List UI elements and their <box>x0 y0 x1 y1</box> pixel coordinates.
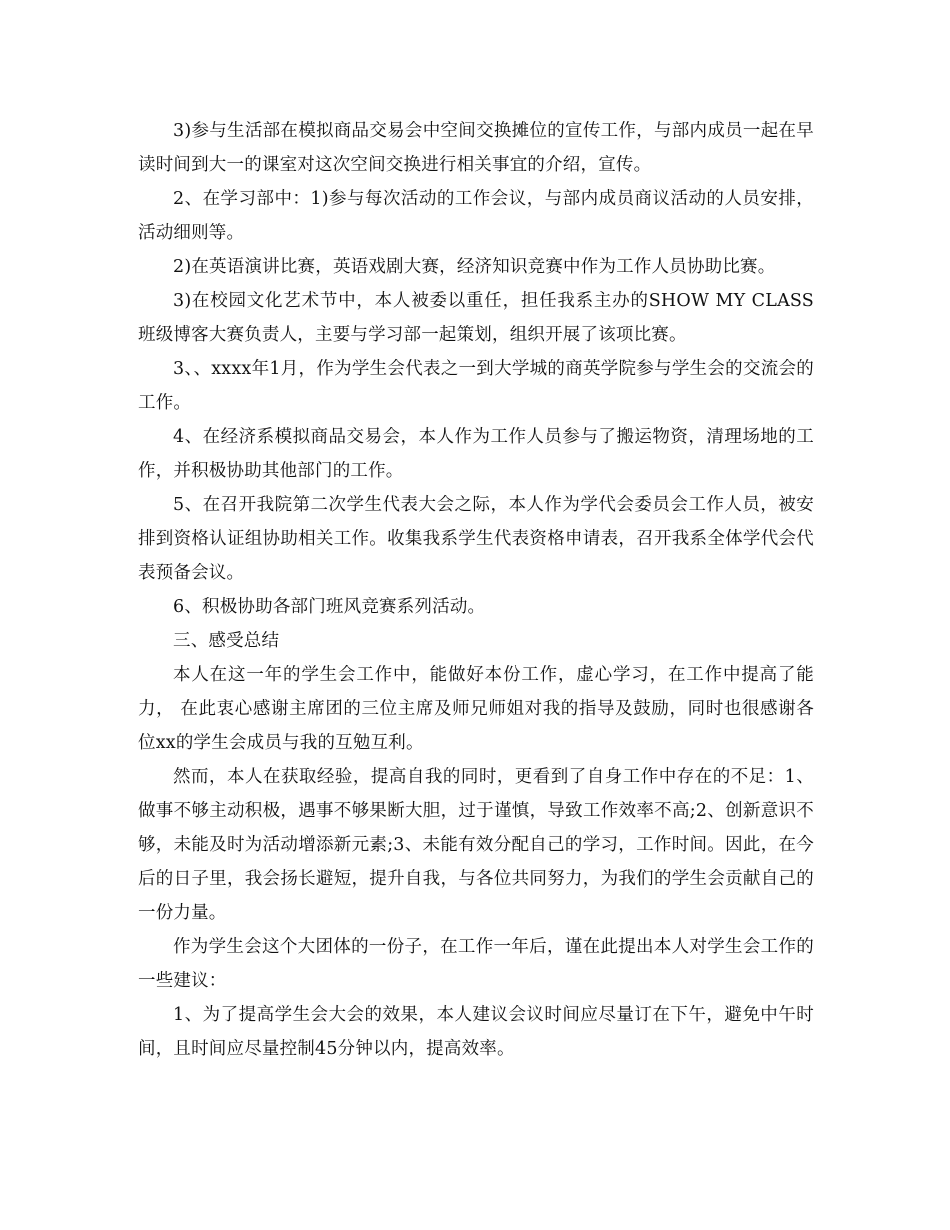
paragraph-life-dept-item-3: 3)参与生活部在模拟商品交易会中空间交换摊位的宣传工作，与部内成员一起在早读时间到大一的课室对这次空间交换进行相关事宜的介绍，宣传。 <box>138 121 814 175</box>
document-body <box>138 114 814 1066</box>
paragraph-exchange-meeting: 3、、xxxx年1月，作为学生会代表之一到大学城的商英学院参与学生会的交流会的工作。 <box>138 359 814 413</box>
paragraph-summary-thanks: 本人在这一年的学生会工作中，能做好本份工作，虚心学习，在工作中提高了能力， 在此衷心感谢主席团的三位主席及师兄师姐对我的指导及鼓励，同时也很感谢各位xx的学生会成员与我的互勉互利。 <box>138 665 814 753</box>
paragraph-suggestion-1: 1、为了提高学生会大会的效果，本人建议会议时间应尽量订在下午，避免中午时间，且时间应尽量控制45分钟以内，提高效率。 <box>138 1005 814 1059</box>
paragraph-study-dept: 2、在学习部中：1)参与每次活动的工作会议，与部内成员商议活动的人员安排，活动细则等。 <box>138 189 814 243</box>
paragraph-suggestions-intro: 作为学生会这个大团体的一份子，在工作一年后，谨在此提出本人对学生会工作的一些建议： <box>138 937 814 991</box>
paragraph-congress: 5、在召开我院第二次学生代表大会之际，本人作为学代会委员会工作人员，被安排到资格认证组协助相关工作。收集我系学生代表资格申请表，召开我系全体学代会代表预备会议。 <box>138 495 814 583</box>
paragraph-class-competition: 6、积极协助各部门班风竞赛系列活动。 <box>173 597 486 617</box>
paragraph-study-dept-item-2: 2)在英语演讲比赛，英语戏剧大赛，经济知识竞赛中作为工作人员协助比赛。 <box>173 257 776 277</box>
paragraph-study-dept-item-3: 3)在校园文化艺术节中，本人被委以重任，担任我系主办的SHOW MY CLASS班级博客大赛负责人，主要与学习部一起策划，组织开展了该项比赛。 <box>138 291 814 345</box>
paragraph-shortcomings: 然而，本人在获取经验，提高自我的同时，更看到了自身工作中存在的不足：1、做事不够主动积极，遇事不够果断大胆，过于谨慎，导致工作效率不高;2、创新意识不够，未能及时为活动增添新元素;3、未能有效分配自己的学习，工作时间。因此，在今后的日子里，我会扬长避短，提升自我，与各位共同努力，为我们的学生会贡献自己的一份力量。 <box>138 767 814 923</box>
section-heading-summary: 三、感受总结 <box>173 631 280 651</box>
paragraph-trade-fair: 4、在经济系模拟商品交易会，本人作为工作人员参与了搬运物资，清理场地的工作，并积极协助其他部门的工作。 <box>138 427 814 481</box>
